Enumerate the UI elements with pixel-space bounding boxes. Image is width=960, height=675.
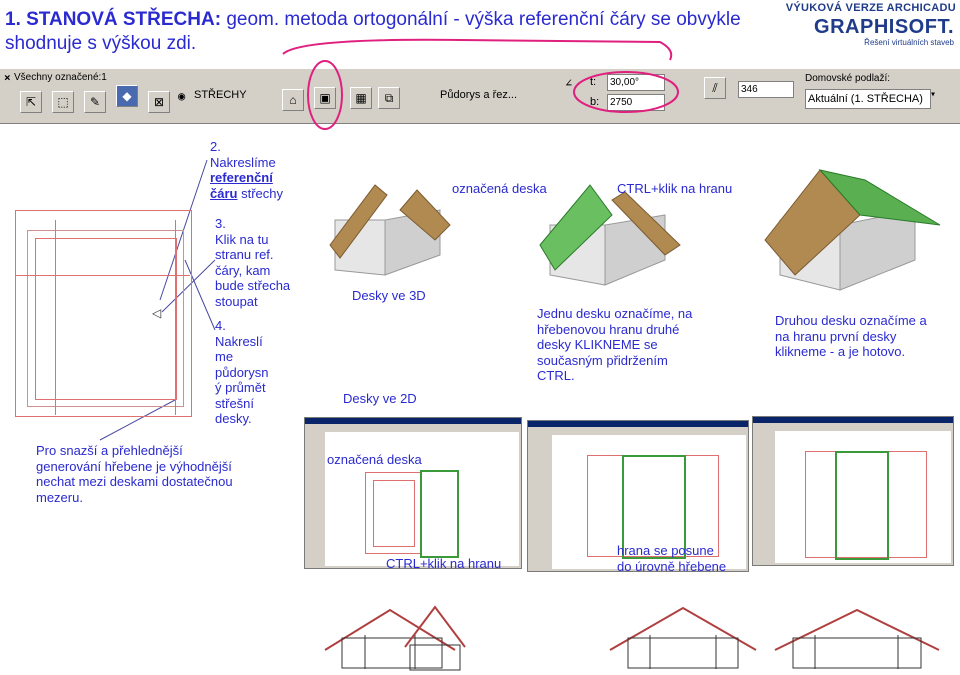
step2-keyword: referenční <box>210 170 273 185</box>
thickness-icon[interactable]: ⫽ <box>704 77 726 99</box>
tip-annotation <box>36 443 276 505</box>
step3-annotation <box>215 216 305 309</box>
step5-line-3: současným přidržením <box>537 352 668 368</box>
roof-sections <box>320 605 940 675</box>
views-label[interactable]: Půdorys a řez... <box>440 89 518 101</box>
roof-3d-selected <box>530 180 690 300</box>
ref-line <box>175 220 177 415</box>
hrana-line-1: do úrovně hřebene <box>617 558 727 574</box>
step2-text: Nakreslíme <box>210 154 276 170</box>
tip-line-1: generování hřebene je výhodnější <box>36 458 232 474</box>
mini-slab-selected <box>420 470 459 558</box>
angle-icon: ∠ <box>565 76 573 90</box>
step5-line-1: hřebenovou hranu druhé <box>537 321 680 337</box>
section-3 <box>610 608 756 669</box>
step3-line-3: bude střecha <box>215 278 291 293</box>
angle-input[interactable]: 30,00° <box>607 74 665 91</box>
tip-line-0: Pro snazší a přehlednější <box>36 443 183 458</box>
highlight-connector <box>283 40 671 60</box>
step4-line-4: střešní <box>215 395 255 411</box>
brand-tagline: Řešení virtuálních staveb <box>864 38 954 47</box>
step2-number: 2. <box>210 139 221 154</box>
eye-icon: ◉ <box>178 89 186 103</box>
title-rest: geom. metoda ortogonální - výška referenční čáry se obvykle shodnuje s výškou zdi. <box>5 9 741 54</box>
mini-screenshot-plan <box>304 417 522 569</box>
arrow-tool-icon[interactable]: ⇱ <box>20 91 42 113</box>
eyedropper-icon[interactable]: ✎ <box>84 91 106 113</box>
chevron-down-icon[interactable]: ▾ <box>930 89 937 100</box>
step6-line-1: na hranu první desky <box>775 328 897 344</box>
ortho-method-icon[interactable]: ▣ <box>314 87 336 109</box>
step4-line-1: me <box>215 349 234 364</box>
geometry-method-icon[interactable]: ⊠ <box>148 91 170 113</box>
step3-line-2: čáry, kam <box>215 262 271 278</box>
mini-ridge-3 <box>835 451 889 560</box>
ctrl-click-label-mid: CTRL+klik na hranu <box>386 556 502 571</box>
close-icon[interactable]: × <box>4 71 11 84</box>
desky-3d-label: Desky ve 3D <box>352 288 426 303</box>
step5-line-4: CTRL. <box>537 368 575 383</box>
section-4 <box>775 610 939 669</box>
mini-titlebar-3 <box>753 417 953 423</box>
plan-gridline-h <box>15 275 190 277</box>
step2-keyword2: čáru <box>210 185 238 201</box>
desky-2d-label: Desky ve 2D <box>343 391 417 406</box>
input-highlight-ellipse <box>574 72 678 112</box>
alpha-label: t: <box>590 76 597 88</box>
step6-line-0: Druhou desku označíme a <box>775 313 927 328</box>
home-story-select[interactable]: Aktuální (1. STŘECHA) <box>805 89 931 109</box>
step4-line-2: půdorysn <box>215 364 269 380</box>
mini-wall <box>373 480 415 547</box>
plan-drawing <box>15 210 210 420</box>
roof-3d-finished <box>755 165 945 305</box>
height-input[interactable]: 2750 <box>607 94 665 111</box>
step6-annotation <box>775 313 955 360</box>
tip-line-2: nechat mezi deskami dostatečnou <box>36 474 233 489</box>
selected-slab-label: označená deska <box>452 181 547 196</box>
attributes-icon[interactable]: ⧉ <box>378 87 400 109</box>
step4-line-0: Nakreslí <box>215 333 263 349</box>
mini-titlebar <box>305 418 521 424</box>
title-prefix: 1. STANOVÁ STŘECHA: <box>5 9 222 30</box>
graphisoft-logo: GRAPHISOFT. <box>814 16 954 38</box>
step6-line-2: klikneme - a je hotovo. <box>775 344 906 359</box>
roof-shape-icon[interactable]: ⌂ <box>282 89 304 111</box>
mini-screenshot-plan-3 <box>752 416 954 566</box>
mini-canvas-3 <box>775 431 951 563</box>
step2-annotation <box>210 139 300 201</box>
b-label: b: <box>590 96 600 108</box>
roof-layer-label[interactable]: STŘECHY <box>194 89 247 101</box>
step3-line-0: Klik na tu <box>215 231 269 247</box>
plan-gridline <box>55 220 57 415</box>
home-story-label: Domovské podlaží: <box>805 73 891 84</box>
selection-count-label: Všechny označené:1 <box>14 72 107 83</box>
selected-slab-label-mid: označená deska <box>327 452 422 467</box>
hrana-line-0: hrana se posune <box>617 543 714 558</box>
material-icon[interactable]: ▦ <box>350 87 372 109</box>
step5-line-2: desky KLIKNEME se <box>537 337 658 352</box>
step3-number: 3. <box>215 216 226 231</box>
step4-annotation <box>215 318 285 427</box>
thickness-input[interactable]: 346 <box>738 81 794 98</box>
ctrl-click-label: CTRL+klik na hranu <box>617 181 733 196</box>
step4-line-3: ý průmět <box>215 380 266 395</box>
mini-titlebar-2 <box>528 421 748 427</box>
brand-edu-version: VÝUKOVÁ VERZE ARCHICADU <box>785 2 956 14</box>
step3-line-4: stoupat <box>215 293 258 309</box>
step3-line-1: stranu ref. <box>215 247 274 262</box>
step2-tail: střechy <box>237 185 283 201</box>
marquee-icon[interactable]: ⬚ <box>52 91 74 113</box>
step5-annotation <box>537 306 737 384</box>
section-1 <box>325 610 455 669</box>
tip-line-3: mezeru. <box>36 489 83 505</box>
ortho-highlight-ellipse <box>308 61 342 129</box>
roof-3d-two-slabs <box>325 180 455 290</box>
hrana-annotation <box>617 543 757 574</box>
step5-line-0: Jednu desku označíme, na <box>537 306 693 321</box>
cursor-icon: ◁ <box>152 306 162 320</box>
step4-line-5: desky. <box>215 411 252 426</box>
roof-tool-icon[interactable]: ◆ <box>116 85 138 107</box>
step4-number: 4. <box>215 318 226 333</box>
